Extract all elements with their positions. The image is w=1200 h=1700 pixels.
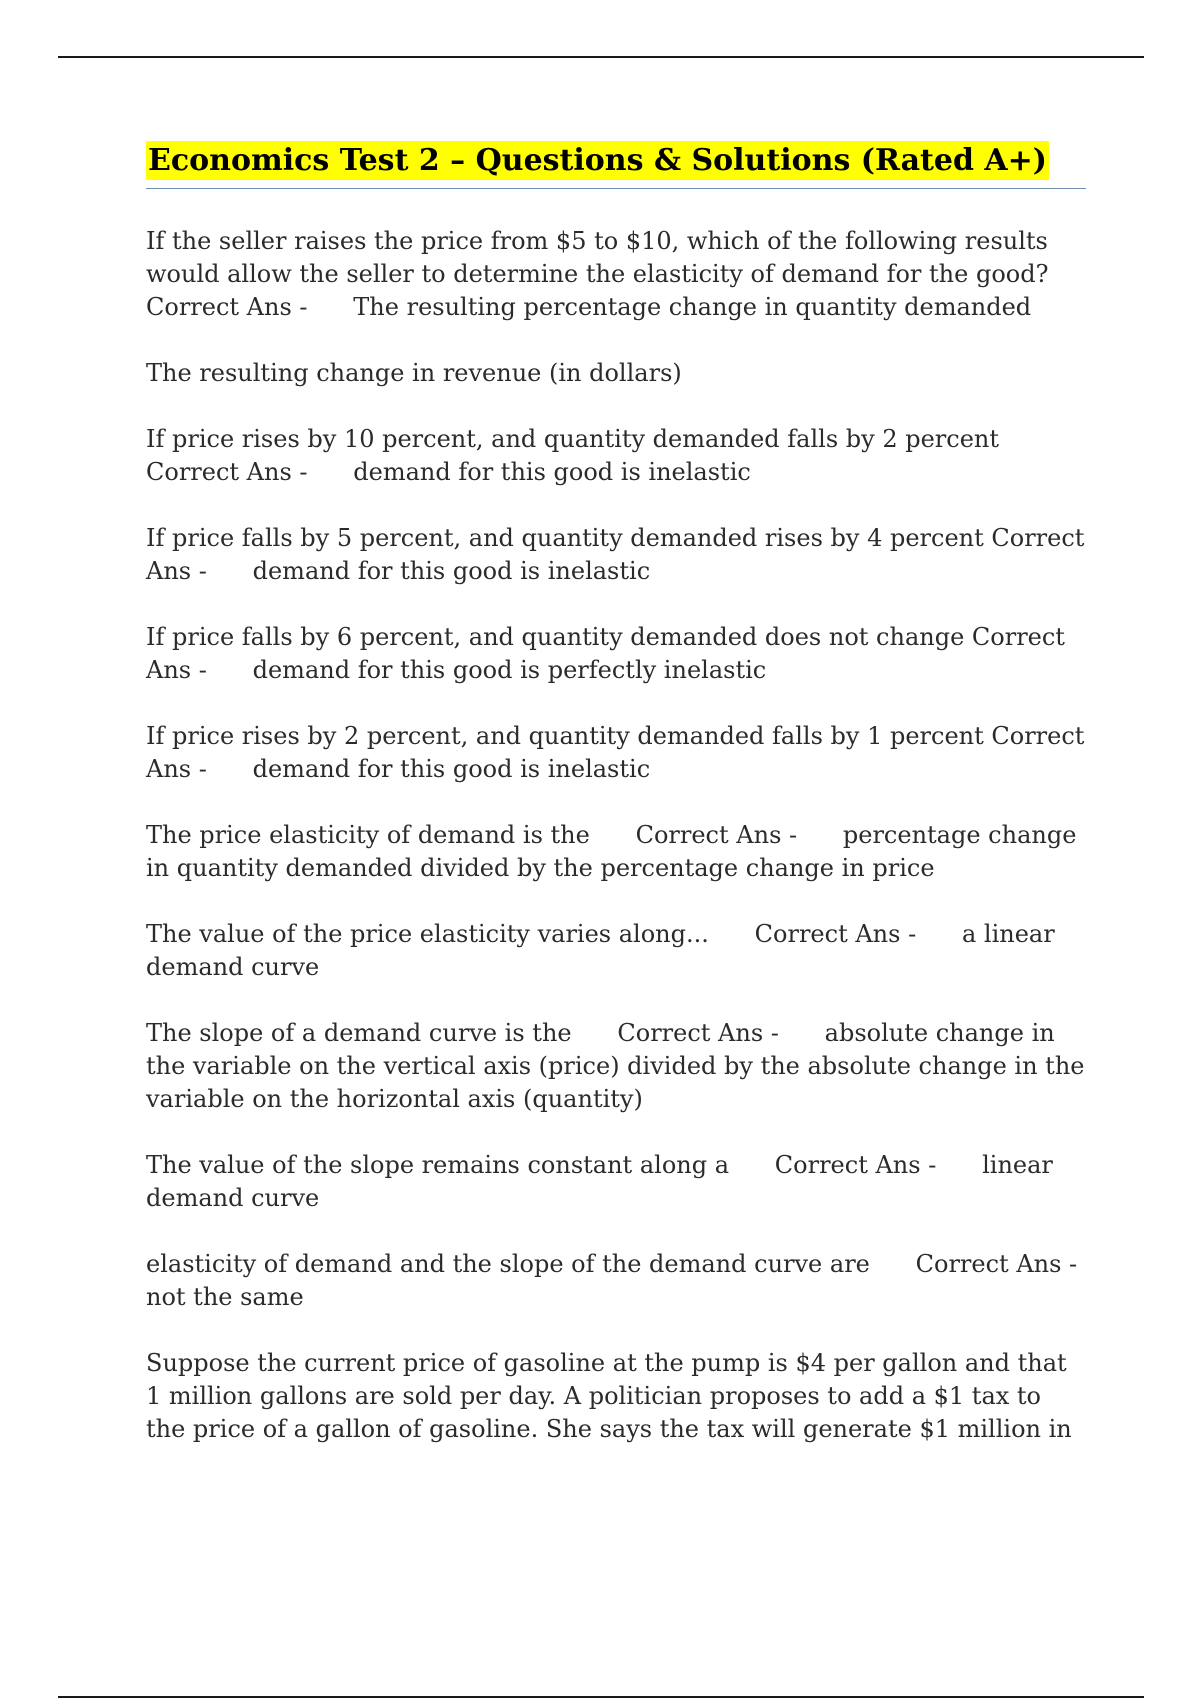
qa-item: The slope of a demand curve is the Correct Ans - absolute change in the variable on the vertical axis (price) divided by the absolute change in the variable on the horizontal axis (quantity) — [146, 1019, 1093, 1113]
qa-item: The value of the slope remains constant along a Correct Ans - linear demand curve — [146, 1151, 1061, 1212]
qa-item: elasticity of demand and the slope of the demand curve are Correct Ans - not the same — [146, 1250, 1123, 1311]
qa-item: Suppose the current price of gasoline at the pump is $4 per gallon and that 1 million gallons are sold per day. A politician proposes to add a $1 tax to the price of a gallon of gasoline. She says the tax will generate $1 million in — [146, 1349, 1075, 1443]
qa-item: If the seller raises the price from $5 to $10, which of the following results would allow the seller to determine the elasticity of demand for the good? Correct Ans - The resulting percentage change in quantity demanded — [146, 227, 1057, 321]
qa-item: The price elasticity of demand is the Correct Ans - percentage change in quantity demanded divided by the percentage change in price — [146, 821, 1085, 882]
header-rule — [58, 56, 1144, 58]
qa-item: If price falls by 5 percent, and quantity demanded rises by 4 percent Correct Ans - demand for this good is inelastic — [146, 524, 1093, 585]
footer-rule — [58, 1696, 1144, 1698]
document-title: Economics Test 2 – Questions & Solutions (Rated A+) — [148, 143, 1048, 178]
title-block — [146, 142, 1086, 189]
qa-item: The resulting change in revenue (in dollars) — [146, 359, 682, 387]
document-body — [146, 142, 1123, 1479]
qa-item: If price rises by 10 percent, and quantity demanded falls by 2 percent Correct Ans - demand for this good is inelastic — [146, 425, 1007, 486]
qa-item: The value of the price elasticity varies along... Correct Ans - a linear demand curve — [146, 920, 1063, 981]
qa-item: If price falls by 6 percent, and quantity demanded does not change Correct Ans - demand for this good is perfectly inelastic — [146, 623, 1073, 684]
qa-item: If price rises by 2 percent, and quantity demanded falls by 1 percent Correct Ans - demand for this good is inelastic — [146, 722, 1093, 783]
